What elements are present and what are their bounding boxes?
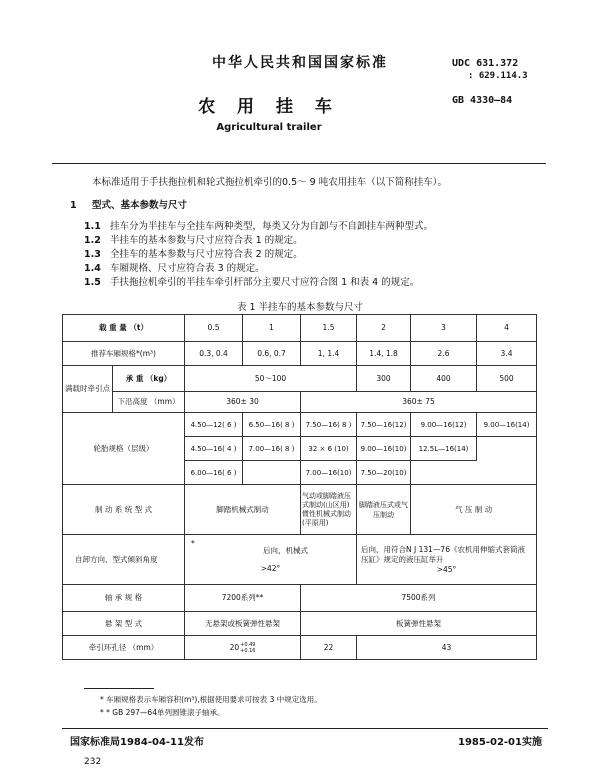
header-divider	[52, 163, 546, 164]
item-text: 半挂车的基本参数与尺寸应符合表 1 的规定。	[110, 235, 303, 246]
table-cell: 7200系列**	[185, 585, 301, 612]
table-row	[63, 315, 537, 342]
footnote: * * GB 297—64单列圆锥滚子轴承。	[100, 708, 225, 717]
table-cell: 3	[411, 315, 477, 342]
section-number: 1	[70, 200, 77, 211]
table-cell: 无悬架或板簧弹性悬架	[185, 612, 301, 636]
bearing-label: 轴 承 规 格	[63, 585, 185, 612]
table-cell	[477, 437, 537, 461]
item-number: 1.3	[84, 249, 101, 260]
table-cell: 4.50—12( 6 )	[185, 413, 243, 437]
dump-left-mark: *	[191, 539, 195, 548]
table-caption: 表 1 半挂车的基本参数与尺寸	[236, 302, 364, 313]
table-cell: 9.00—16(12)	[411, 413, 477, 437]
table-cell	[185, 535, 357, 585]
table-cell: 1, 1.4	[301, 342, 357, 366]
table-cell: 3.4	[477, 342, 537, 366]
table-cell: 板簧弹性悬架	[301, 612, 537, 636]
table-cell: 300	[357, 366, 411, 392]
table-row	[63, 485, 537, 535]
dump-left-text: 后向，机械式	[263, 545, 309, 555]
item-number: 1.5	[84, 277, 101, 288]
item-number: 1.4	[84, 263, 101, 274]
udc-code: UDC 631.372	[452, 58, 519, 69]
dump-left-angle: >42°	[260, 563, 281, 573]
list-item	[84, 276, 554, 290]
notes-divider	[84, 688, 154, 689]
table-row	[63, 413, 537, 437]
issue-date: 国家标准局1984-04-11发布	[70, 737, 204, 748]
item-text: 车厢规格、尺寸应符合表 3 的规定。	[110, 263, 265, 274]
item-number: 1.2	[84, 235, 101, 246]
table-cell	[357, 535, 537, 585]
table-cell: 9.00—16(14)	[477, 413, 537, 437]
dump-label: 自卸方向、型式倾斜角度	[63, 535, 185, 585]
item-text: 挂车分为半挂车与全挂车两种类型，每类又分为自卸与不自卸挂车两种型式。	[110, 221, 434, 232]
table-row	[63, 585, 537, 612]
tire-label: 轮胎规格（层级）	[63, 413, 185, 485]
box-label: 推荐车厢规格*(m³)	[63, 342, 185, 366]
udc-code-line2: : 629.114.3	[468, 71, 528, 81]
brake-label: 制 动 系 统 型 式	[63, 485, 185, 535]
table-cell: 7.50—16( 8 )	[301, 413, 357, 437]
table-row	[63, 612, 537, 636]
table-cell: 50～100	[185, 366, 357, 392]
footnote: * 车厢规格表示车厢容积(m³),根据使用要求可按表 3 中规定选用。	[100, 695, 322, 704]
page-title: 农 用 挂 车	[198, 97, 340, 117]
table-cell: 4.50—16( 4 )	[185, 437, 243, 461]
table-cell: 1.4, 1.8	[357, 342, 411, 366]
table-cell: 2.6	[411, 342, 477, 366]
hole-value: 20	[229, 642, 240, 652]
list-item	[84, 248, 554, 262]
table-cell	[185, 636, 301, 660]
table-cell: 43	[357, 636, 537, 660]
footer-divider	[62, 728, 548, 729]
dump-right-text: 后向，用符合N J 131—76《农机用伸缩式套筒液压缸》规定的液压缸举升	[361, 544, 525, 564]
parameters-table	[62, 314, 537, 660]
suspension-label: 悬 架 型 式	[63, 612, 185, 636]
table-cell: 2	[357, 315, 411, 342]
section-heading	[70, 199, 187, 213]
table-cell: 9.00—16(10)	[357, 437, 411, 461]
table-cell: 4	[477, 315, 537, 342]
page-title-en: Agricultural trailer	[216, 122, 322, 133]
table-cell	[243, 461, 301, 485]
tow-height-label: 下沿高度 （mm）	[113, 392, 185, 413]
table-cell: 360± 75	[301, 392, 537, 413]
item-number: 1.1	[84, 221, 101, 232]
table-cell	[411, 461, 537, 485]
table-cell: 360± 30	[185, 392, 301, 413]
item-text: 手扶拖拉机牵引的半挂车牵引杆部分主要尺寸应符合图 1 和表 4 的规定。	[110, 277, 420, 288]
table-cell: 脚踏液压式或气压制动	[357, 485, 411, 535]
table-cell: 12.5L—16(14)	[411, 437, 477, 461]
section-items	[84, 220, 554, 290]
table-cell: 0.3, 0.4	[185, 342, 243, 366]
table-cell: 0.6, 0.7	[243, 342, 301, 366]
tow-group-label: 满载时牵引点	[63, 366, 113, 413]
page-number: 232	[84, 757, 102, 767]
table-cell: 500	[477, 366, 537, 392]
load-label: 载 重 量 （t）	[63, 315, 185, 342]
effective-date: 1985-02-01实施	[458, 737, 542, 748]
table-row	[63, 392, 537, 413]
table-cell: 32 × 6 (10)	[301, 437, 357, 461]
intro-paragraph: 本标准适用于手扶拖拉机和轮式拖拉机牵引的0.5～ 9 吨农用挂车（以下简称挂车）。	[92, 177, 447, 188]
table-cell: 400	[411, 366, 477, 392]
table-cell: 7500系列	[301, 585, 537, 612]
table-cell: 脚踏机械式制动	[185, 485, 301, 535]
table-cell: 0.5	[185, 315, 243, 342]
table-cell: 7.50—20(10)	[357, 461, 411, 485]
table-row	[63, 366, 537, 392]
hole-label: 牵引环孔径 （mm）	[63, 636, 185, 660]
table-cell: 7.50—16(12)	[357, 413, 411, 437]
tolerance-upper: +0.49	[240, 641, 256, 648]
dump-right-angle: >45°	[436, 564, 457, 574]
table-cell: 1	[243, 315, 301, 342]
table-cell: 7.00—16( 8 )	[243, 437, 301, 461]
table-cell: 6.50—16( 8 )	[243, 413, 301, 437]
gb-number: GB 4330—84	[452, 95, 513, 106]
table-cell: 气 压 制 动	[411, 485, 537, 535]
table-cell: 气动或脚踏液压式制动(山区用)惯性机械式制动(平原用)	[301, 485, 357, 535]
tolerance-lower: +0.16	[240, 647, 256, 654]
list-item	[84, 262, 554, 276]
table-cell: 7.00—16(10)	[301, 461, 357, 485]
list-item	[84, 220, 554, 234]
table-cell: 6.00—16( 6 )	[185, 461, 243, 485]
table-cell: 22	[301, 636, 357, 660]
item-text: 全挂车的基本参数与尺寸应符合表 2 的规定。	[110, 249, 303, 260]
table-row	[63, 535, 537, 585]
tow-weight-label: 承 重 （kg）	[113, 366, 185, 392]
table-row	[63, 636, 537, 660]
list-item	[84, 234, 554, 248]
table-row	[63, 342, 537, 366]
section-title: 型式、基本参数与尺寸	[92, 200, 188, 211]
table-cell: 1.5	[301, 315, 357, 342]
hole-tolerance	[240, 642, 255, 654]
standard-org: 中华人民共和国国家标准	[212, 55, 388, 71]
